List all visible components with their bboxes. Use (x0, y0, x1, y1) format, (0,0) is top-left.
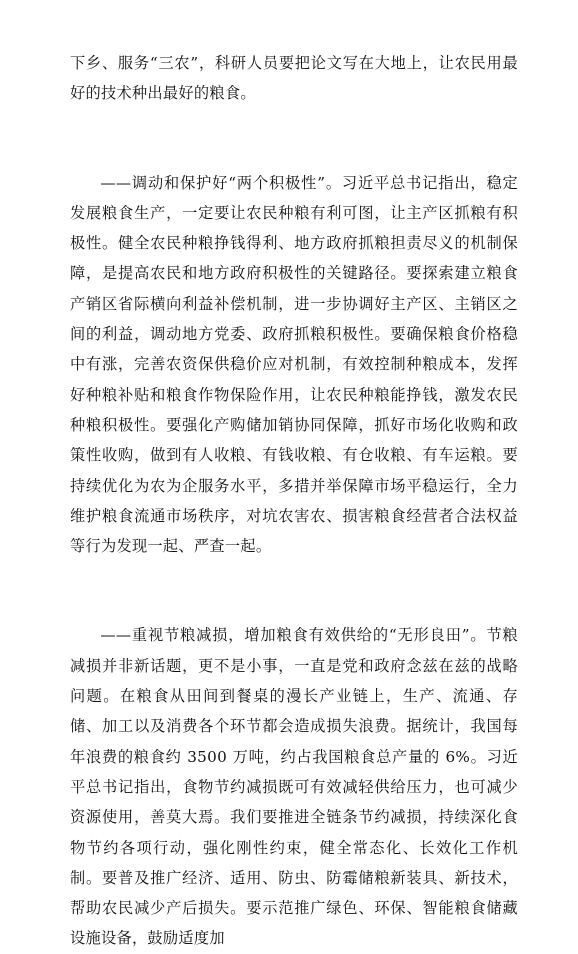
paragraph-two-enthusiasms: ——调动和保护好“两个积极性”。习近平总书记指出，稳定发展粮食生产，一定要让农民种粮有利可图，让主产区抓粮有积极性。健全农民种粮挣钱得利、地方政府抓粮担责尽义的机制保障，是提高农民和地方政府积极性的关键路径。要探索建立粮食产销区省际横向利益补偿机制，进一步协调好主产区、主销区之间的利益，调动地方党委、政府抓粮积极性。要确保粮食价格稳中有涨，完善农资保供稳价应对机制，有效控制种粮成本，发挥好种粮补贴和粮食作物保险作用，让农民种粮能挣钱，激发农民种粮积极性。要强化产购储加销协同保障，抓好市场化收购和政策性收购，做到有人收粮、有钱收粮、有仓收粮、有车运粮。要持续优化为农为企服务水平，多措并举保障市场平稳运行，全力维护粮食流通市场秩序，对坑农害农、损害粮食经营者合法权益等行为发现一起、严查一起。 (70, 173, 518, 556)
paragraph-gap (70, 109, 518, 168)
paragraph-grain-loss-reduction: ——重视节粮减损，增加粮食有效供给的“无形良田”。节粮减损并非新话题，更不是小事，一直是党和政府念兹在兹的战略问题。在粮食从田间到餐桌的漫长产业链上，生产、流通、存储、加工以及消费各个环节都会造成损失浪费。据统计，我国每年浪费的粮食约 3500 万吨，约占我国粮食总产量的 6%。习近平总书记指出，食物节约减损既可有效减轻供给压力，也可减少资源使用，善莫大焉。我们要推进全链条节约减损，持续深化食物节约各项行动，强化刚性约束，健全常态化、长效化工作机制。要普及推广经济、适用、防虫、防霉储粮新装具、新技术，帮助农民减少产后损失。要示范推广绿色、环保、智能粮食储藏设施设备，鼓励适度加 (70, 626, 518, 948)
paragraph-gap (70, 561, 518, 620)
paragraph-continuation: 下乡、服务“三农”，科研人员要把论文写在大地上，让农民用最好的技术种出最好的粮食。 (70, 54, 518, 103)
